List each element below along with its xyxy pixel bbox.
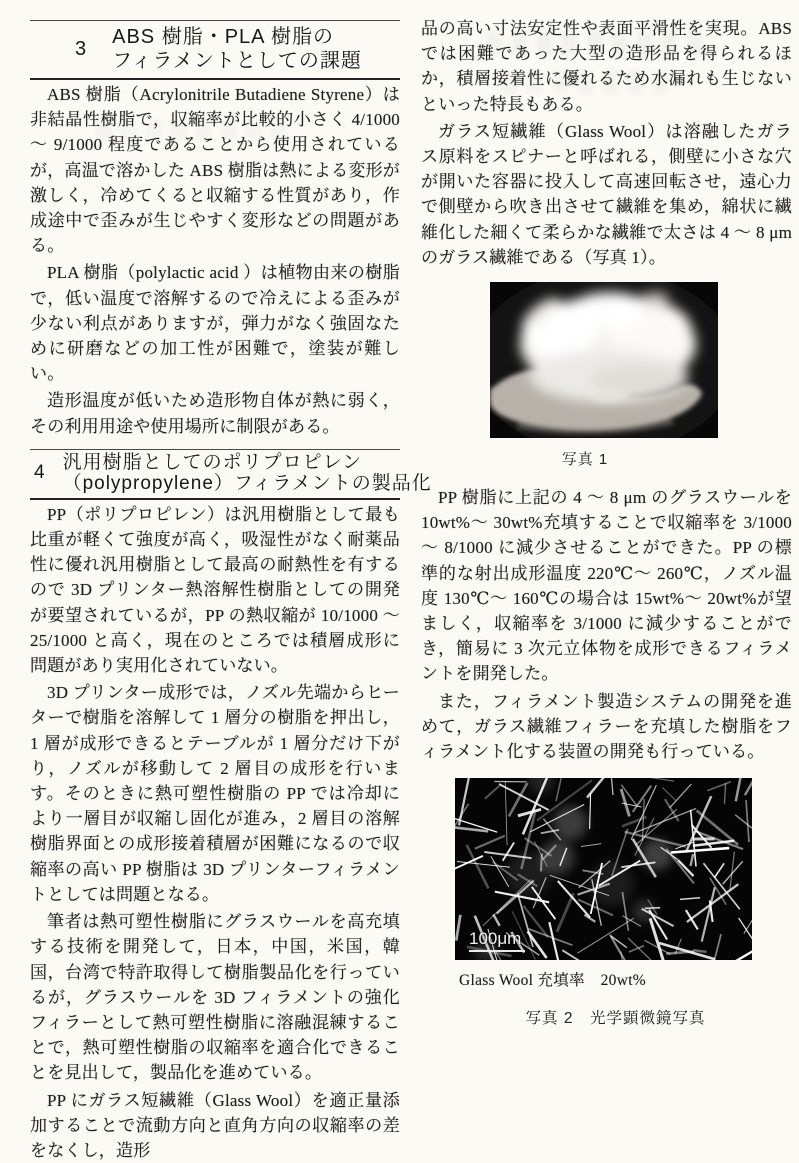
section-3-title-line2: フィラメントとしての課題	[112, 49, 362, 73]
body-paragraph: ガラス短繊維（Glass Wool）は溶融したガラス原料をスピナーと呼ばれる，側壁に小さな穴が開いた容器に投入して高速回転させ，遠心力で側壁から吹き出させて繊維を集め，綿状に繊維化した細くて柔らかな繊維で太さは 4 ～ 8 μm のガラス繊維である（写真 1）。	[421, 119, 792, 270]
section-4-number: 4	[34, 462, 45, 484]
photo-2-caption: 写真 2 光学顕微鏡写真	[467, 1006, 764, 1028]
body-paragraph: 筆者は熱可塑性樹脂にグラスウールを高充填する技術を開発して，日本，中国，米国，韓国，台湾で特許取得して樹脂製品化を行っているが，グラスウールを 3D フィラメントの強化フィラーとして熱可塑性樹脂に溶融混練することで，熱可塑性樹脂の収縮率を適合化できることを見出して，製品化を進めている。	[30, 909, 400, 1085]
photo-1-caption: 写真 1	[471, 448, 699, 469]
section-3-title	[112, 25, 362, 73]
photo-1-glass-wool-hand	[490, 282, 718, 438]
body-paragraph: ABS 樹脂（Acrylonitrile Butadiene Styrene）は非結晶性樹脂で，収縮率が比較的小さく 4/1000 ～ 9/1000 程度であることから使用されているが，高温で溶かした ABS 樹脂は熱による変形が激しく，冷めてくると収縮する性質があり，作成途中で歪みが生じやすく変形などの問題がある。	[30, 82, 400, 258]
section-4-title-line2: （polypropylene）フィラメントの製品化	[63, 473, 432, 495]
section-4-heading	[30, 449, 400, 500]
section-3-title-line1: ABS 樹脂・PLA 樹脂の	[112, 25, 362, 49]
body-paragraph: PP（ポリプロピレン）は汎用樹脂として最も比重が軽くて強度が高く，吸湿性がなく耐薬品性に優れ汎用樹脂として最高の耐熱性を有するので 3D プリンター熱溶解性樹脂としての開発が要望されているが，PP の熱収縮が 10/1000 ～ 25/1000 と高く，現在のところでは積層成形に問題があり実用化されていない。	[30, 502, 400, 678]
body-paragraph: PLA 樹脂（polylactic acid ）は植物由来の樹脂で，低い温度で溶解するので冷えによる歪みが少ない利点がありますが，弾力がなく強固なために研磨などの加工性が困難で，塗装が難しい。	[30, 260, 400, 386]
left-column	[30, 0, 400, 1163]
body-paragraph: 品の高い寸法安定性や表面平滑性を実現。ABS では困難であった大型の造形品を得られるほか，積層接着性に優れるため水漏れも生じないといった特長もある。	[421, 16, 792, 117]
body-paragraph: 3D プリンター成形では，ノズル先端からヒーターで樹脂を溶解して 1 層分の樹脂を押出し，1 層が成形できるとテーブルが 1 層分だけ下がり，ノズルが移動して 2 層目の成形を行います。そのときに熱可塑性樹脂の PP では冷却により一層目が収縮し固化が進み，2 層目の溶解樹脂界面との成形接着積層が困難になるので収縮率の高い PP 樹脂は 3D プリンターフィラメントとしては問題となる。	[30, 680, 400, 907]
scale-bar-label: 100μm	[469, 929, 525, 952]
section-3-number: 3	[75, 38, 86, 61]
body-paragraph: PP にガラス短繊維（Glass Wool）を適正量添加することで流動方向と直角方向の収縮率の差をなくし，造形	[30, 1088, 400, 1163]
section-4-title-line1: 汎用樹脂としてのポリプロピレン	[63, 452, 432, 474]
section-4-title	[63, 452, 432, 495]
body-paragraph: PP 樹脂に上記の 4 ～ 8 μm のグラスウールを 10wt%～ 30wt%充填することで収縮率を 3/1000 ～ 8/1000 に減少させることができた。PP の標準的な射出成形温度 220℃～ 260℃，ノズル温度 130℃～ 160℃の場合は 15wt%～ 20wt%が望ましく，収縮率を 3/1000 に減少することができ，簡易に 3 次元立体物を成形できるフィラメントを開発した。	[421, 485, 792, 687]
photo-2-micrograph	[455, 778, 752, 960]
body-paragraph: また，フィラメント製造システムの開発を進めて，ガラス繊維フィラーを充填した樹脂をフィラメント化する装置の開発も行っている。	[421, 689, 792, 765]
right-column	[421, 0, 792, 1028]
photo-2-fill-label: Glass Wool 充填率 20wt%	[459, 968, 792, 990]
glass-wool-hand-photo	[490, 282, 718, 438]
body-paragraph: 造形温度が低いため造形物自体が熱に弱く，その利用用途や使用場所に制限がある。	[30, 388, 400, 438]
section-3-heading	[30, 20, 400, 80]
